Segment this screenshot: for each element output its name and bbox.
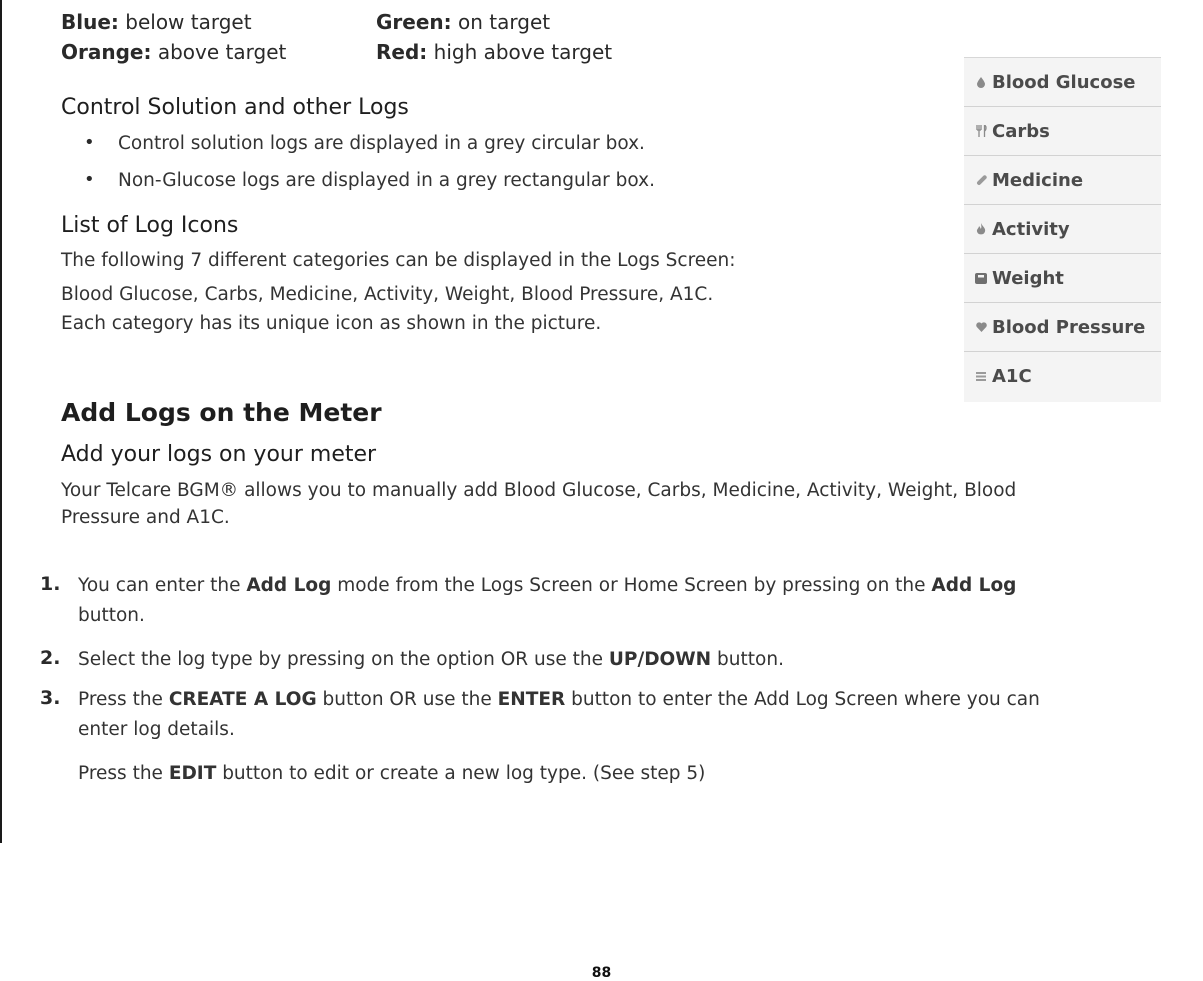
legend-blue-text: below target: [118, 10, 252, 34]
step-3-line-1: [78, 687, 1040, 713]
left-margin-rule: [0, 0, 2, 843]
step-text: button.: [711, 649, 784, 670]
pill-icon: [973, 175, 989, 186]
icons-line-3: Each category has its unique icon as shown in the picture.: [61, 313, 602, 334]
add-logs-intro-line-2: Pressure and A1C.: [61, 507, 230, 528]
heart-icon: [973, 322, 989, 332]
log-item-label: Weight: [992, 267, 1064, 289]
fork-knife-icon: [973, 125, 989, 137]
add-logs-intro-line-1: Your Telcare BGM® allows you to manually add Blood Glucose, Carbs, Medicine, Activity, Weight, Blood: [61, 480, 1017, 501]
page-number: 88: [591, 965, 612, 981]
drop-icon: [973, 77, 989, 88]
step-number: 1.: [40, 573, 61, 595]
scale-icon: [973, 273, 989, 284]
legend-green-label: Green:: [376, 10, 452, 34]
step-1-line-1: [78, 573, 1016, 599]
legend-red-label: Red:: [376, 40, 428, 64]
log-item-activity: [964, 205, 1161, 254]
step-bold-term: Add Log: [246, 575, 332, 596]
icons-line-1: The following 7 different categories can be displayed in the Logs Screen:: [61, 250, 736, 271]
edit-note: [78, 761, 705, 787]
legend-orange-label: Orange:: [61, 40, 152, 64]
log-item-label: Blood Pressure: [992, 316, 1146, 338]
note-text: button to edit or create a new log type. (See step 5): [216, 763, 706, 784]
note-bold-term: EDIT: [168, 763, 217, 784]
log-item-label: A1C: [992, 365, 1032, 387]
step-text: button to enter the Add Log Screen where you can: [565, 689, 1040, 710]
step-1-line-2: button.: [78, 605, 145, 626]
control-bullet-2: Non-Glucose logs are displayed in a grey rectangular box.: [118, 170, 655, 191]
log-item-label: Blood Glucose: [992, 71, 1136, 93]
log-item-weight: [964, 254, 1161, 303]
step-number: 2.: [40, 647, 61, 669]
step-bold-term: UP/DOWN: [608, 649, 712, 670]
step-bold-term: Add Log: [931, 575, 1017, 596]
log-item-label: Carbs: [992, 120, 1050, 142]
legend-red: [376, 37, 612, 67]
legend-blue: [61, 7, 252, 37]
step-text: Press the: [78, 689, 169, 710]
step-2-line-1: [78, 647, 784, 673]
step-number: 3.: [40, 687, 61, 709]
bars-icon: [973, 372, 989, 381]
log-item-a1c: [964, 352, 1161, 400]
bullet-dot: •: [84, 132, 95, 153]
control-heading: Control Solution and other Logs: [61, 95, 409, 120]
step-text: You can enter the: [78, 575, 247, 596]
legend-blue-label: Blue:: [61, 10, 119, 34]
log-item-label: Activity: [992, 218, 1070, 240]
icons-line-2: Blood Glucose, Carbs, Medicine, Activity, Weight, Blood Pressure, A1C.: [61, 284, 714, 305]
log-item-carbs: [964, 107, 1161, 156]
step-bold-term: ENTER: [497, 689, 566, 710]
log-item-medicine: [964, 156, 1161, 205]
log-item-blood-glucose: [964, 58, 1161, 107]
step-bold-term: CREATE A LOG: [168, 689, 317, 710]
log-item-blood-pressure: [964, 303, 1161, 352]
legend-red-text: high above target: [427, 40, 613, 64]
log-item-label: Medicine: [992, 169, 1084, 191]
log-icons-panel: [964, 57, 1161, 402]
legend-green: [376, 7, 550, 37]
legend-orange: [61, 37, 286, 67]
legend-green-text: on target: [451, 10, 551, 34]
add-logs-subtitle: Add your logs on your meter: [61, 442, 377, 467]
step-3-line-2: enter log details.: [78, 719, 235, 740]
bullet-dot: •: [84, 169, 95, 190]
step-text: Select the log type by pressing on the option OR use the: [78, 649, 609, 670]
icons-heading: List of Log Icons: [61, 213, 239, 238]
flame-icon: [973, 223, 989, 235]
add-logs-title: Add Logs on the Meter: [61, 398, 382, 427]
legend-orange-text: above target: [151, 40, 287, 64]
control-bullet-1: Control solution logs are displayed in a grey circular box.: [118, 133, 645, 154]
step-text: button OR use the: [316, 689, 498, 710]
step-text: mode from the Logs Screen or Home Screen by pressing on the: [331, 575, 932, 596]
note-text: Press the: [78, 763, 169, 784]
